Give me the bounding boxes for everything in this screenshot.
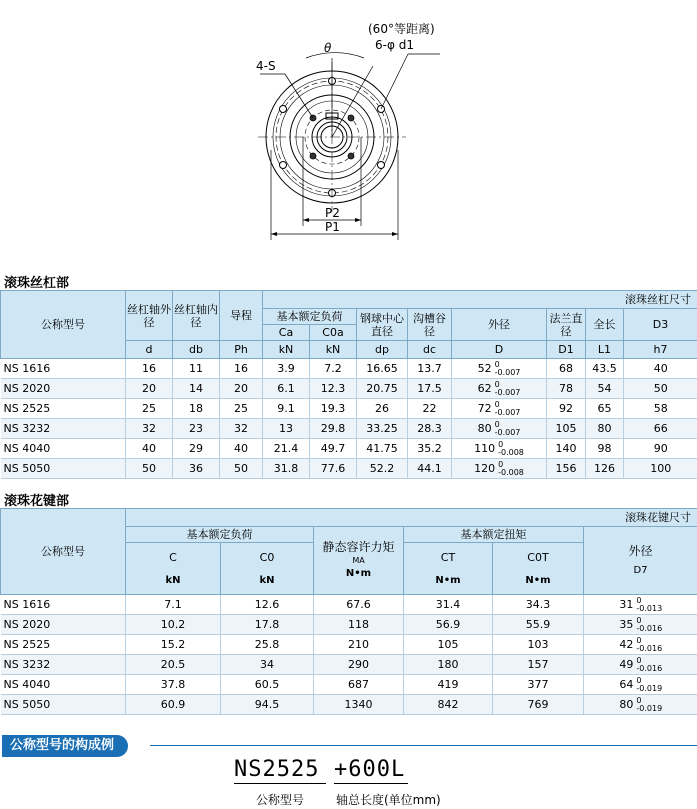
coa-cell: 77.6 (310, 459, 357, 479)
db-cell: 36 (173, 459, 220, 479)
d-cell: 40 (126, 439, 173, 459)
table-row (1, 675, 697, 695)
model-cell: NS 1616 (1, 359, 126, 379)
ct-cell: 105 (404, 635, 493, 655)
ma-cell: 687 (314, 675, 404, 695)
tolerance-lower: -0.007 (494, 407, 521, 417)
ca-cell: 3.9 (263, 359, 310, 379)
db-cell: 14 (173, 379, 220, 399)
od-value: 120 (474, 462, 496, 475)
tolerance (498, 441, 524, 457)
spline-header-load-rating: 基本额定负荷 (126, 527, 314, 543)
tolerance-upper: 0 (636, 615, 642, 625)
screw-table-body (1, 359, 697, 479)
d-cell: 50 (126, 459, 173, 479)
spline-header-ct (404, 543, 493, 595)
screw-spec-table (0, 290, 697, 479)
model-cell: NS 2020 (1, 615, 126, 635)
c0-label: C0 (259, 550, 275, 564)
c0t-cell: 769 (493, 695, 584, 715)
dp-cell: 33.25 (357, 419, 408, 439)
dc-cell: 22 (408, 399, 452, 419)
coa-cell: 12.3 (310, 379, 357, 399)
header-length: 全长 (586, 309, 624, 341)
tolerance (498, 461, 524, 477)
d-cell: 32 (126, 419, 173, 439)
header-sym-dc: dc (408, 341, 452, 359)
header-load-rating: 基本额定负荷 (263, 309, 357, 325)
header-sym-h7: h7 (624, 341, 697, 359)
spline-header-torque: 基本额定扭矩 (404, 527, 584, 543)
dp-cell: 26 (357, 399, 408, 419)
l1-cell: 80 (586, 419, 624, 439)
c0t-cell: 377 (493, 675, 584, 695)
c0-cell: 34 (221, 655, 314, 675)
model-code-label: 公称型号 (256, 793, 305, 807)
tolerance-upper: 0 (636, 695, 642, 705)
ph-cell: 32 (220, 419, 263, 439)
ct-cell: 419 (404, 675, 493, 695)
d3-cell: 50 (624, 379, 697, 399)
c-cell: 10.2 (126, 615, 221, 635)
tolerance-lower: -0.016 (636, 663, 663, 673)
coa-cell: 19.3 (310, 399, 357, 419)
dp-cell: 52.2 (357, 459, 408, 479)
od-cell (452, 439, 547, 459)
table-row (1, 655, 697, 675)
hole-spec-label: 6-φ d1 (375, 38, 414, 52)
c0-cell: 12.6 (221, 595, 314, 615)
od-cell (584, 675, 697, 695)
table-row (1, 359, 697, 379)
od-value: 110 (474, 442, 496, 455)
tolerance-lower: -0.013 (636, 603, 663, 613)
angle-spacing-note: (60°等距离) (368, 22, 435, 36)
d3-cell: 66 (624, 419, 697, 439)
tolerance (495, 361, 521, 377)
od-value: 31 (619, 598, 634, 611)
od-cell (452, 419, 547, 439)
spline-header-c (126, 543, 221, 595)
tolerance-lower: -0.008 (498, 447, 524, 457)
ma-cell: 67.6 (314, 595, 404, 615)
c-label: C (169, 550, 177, 564)
od-cell (584, 655, 697, 675)
ma-cell: 210 (314, 635, 404, 655)
ma-label: MA (352, 556, 365, 565)
spline-spec-table (0, 508, 697, 715)
tolerance-upper: 0 (636, 655, 642, 665)
od-value: 80 (619, 698, 634, 711)
header-coa: C0a (310, 325, 357, 341)
od-cell (584, 635, 697, 655)
od-cell (584, 695, 697, 715)
tolerance-lower: -0.008 (498, 467, 524, 477)
d-cell: 16 (126, 359, 173, 379)
composition-header (0, 735, 697, 757)
d1-cell: 68 (547, 359, 586, 379)
table-row (1, 379, 697, 399)
model-cell: NS 3232 (1, 419, 126, 439)
l1-cell: 54 (586, 379, 624, 399)
model-cell: NS 2525 (1, 635, 126, 655)
tolerance-upper: 0 (494, 379, 500, 389)
l1-cell: 126 (586, 459, 624, 479)
coa-cell: 29.8 (310, 419, 357, 439)
c-cell: 7.1 (126, 595, 221, 615)
c0t-cell: 157 (493, 655, 584, 675)
ph-cell: 20 (220, 379, 263, 399)
l1-cell: 43.5 (586, 359, 624, 379)
theta-label: θ (324, 41, 332, 55)
length-code-label: 轴总长度(单位mm) (336, 793, 441, 807)
spline-header-static-moment (314, 527, 404, 595)
tolerance-upper: 0 (636, 595, 642, 605)
db-cell: 18 (173, 399, 220, 419)
d7-label: D7 (633, 564, 648, 576)
kn-c-label: kN (165, 574, 181, 586)
ct-cell: 180 (404, 655, 493, 675)
tolerance (636, 657, 662, 673)
spline-section-title: 滚珠花键部 (4, 494, 70, 509)
db-cell: 29 (173, 439, 220, 459)
od-value: 52 (477, 362, 492, 375)
model-cell: NS 4040 (1, 439, 126, 459)
od-cell (452, 399, 547, 419)
table-row (1, 419, 697, 439)
od-cell (584, 615, 697, 635)
spline-od-label: 外径 (628, 543, 653, 558)
dc-cell: 28.3 (408, 419, 452, 439)
dp-cell: 16.65 (357, 359, 408, 379)
tolerance-lower: -0.016 (636, 623, 663, 633)
ct-cell: 842 (404, 695, 493, 715)
dc-cell: 35.2 (408, 439, 452, 459)
tolerance-lower: -0.016 (636, 643, 663, 653)
model-cell: NS 4040 (1, 675, 126, 695)
header-model: 公称型号 (1, 291, 126, 359)
coa-cell: 7.2 (310, 359, 357, 379)
composition-title: 公称型号的构成例 (2, 735, 128, 757)
od-cell (452, 379, 547, 399)
c0t-label: C0T (527, 550, 549, 564)
c-cell: 20.5 (126, 655, 221, 675)
header-sym-db: db (173, 341, 220, 359)
composition-divider (150, 745, 697, 746)
tolerance-lower: -0.019 (636, 683, 663, 693)
c-cell: 37.8 (126, 675, 221, 695)
tolerance (495, 401, 521, 417)
header-sym-dp: dp (357, 341, 408, 359)
kn-c0-label: kN (259, 574, 275, 586)
tolerance-lower: -0.007 (494, 367, 521, 377)
c0-cell: 94.5 (221, 695, 314, 715)
coa-cell: 49.7 (310, 439, 357, 459)
c0t-cell: 103 (493, 635, 584, 655)
header-spline-dimensions: 滚珠花键尺寸 (126, 509, 697, 527)
ma-cell: 290 (314, 655, 404, 675)
p1-label: P1 (325, 220, 340, 234)
spline-header-od (584, 527, 697, 595)
dc-cell: 17.5 (408, 379, 452, 399)
nm-c0t-label: N•m (525, 574, 551, 586)
length-code: +600L (334, 757, 406, 782)
c0t-cell: 34.3 (493, 595, 584, 615)
tolerance-upper: 0 (494, 359, 500, 369)
tolerance (636, 637, 662, 653)
header-lead: 导程 (220, 291, 263, 341)
nm-ma-label: N•m (345, 568, 372, 579)
header-ball-pcd: 钢球中心直径 (357, 309, 408, 341)
tolerance (636, 617, 662, 633)
db-cell: 11 (173, 359, 220, 379)
ma-cell: 1340 (314, 695, 404, 715)
header-d3: D3 (624, 309, 697, 341)
ph-cell: 25 (220, 399, 263, 419)
spline-table-body (1, 595, 697, 715)
header-screw-dimensions: 滚珠丝杠尺寸 (263, 291, 697, 309)
length-code-underline (334, 783, 408, 784)
header-sym-D: D (452, 341, 547, 359)
dc-cell: 13.7 (408, 359, 452, 379)
header-shaft-od: 丝杠轴外径 (126, 291, 173, 341)
d-cell: 25 (126, 399, 173, 419)
header-sym-D1: D1 (547, 341, 586, 359)
d1-cell: 92 (547, 399, 586, 419)
d1-cell: 140 (547, 439, 586, 459)
header-sym-ph: Ph (220, 341, 263, 359)
tolerance-upper: 0 (494, 399, 500, 409)
od-value: 80 (477, 422, 492, 435)
header-sym-d: d (126, 341, 173, 359)
header-od: 外径 (452, 309, 547, 341)
d1-cell: 78 (547, 379, 586, 399)
d1-cell: 156 (547, 459, 586, 479)
model-cell: NS 2020 (1, 379, 126, 399)
tolerance (495, 381, 521, 397)
model-cell: NS 1616 (1, 595, 126, 615)
d3-cell: 100 (624, 459, 697, 479)
static-moment-label: 静态容许力矩 (322, 540, 395, 554)
model-cell: NS 2525 (1, 399, 126, 419)
d3-cell: 40 (624, 359, 697, 379)
tolerance-upper: 0 (636, 635, 642, 645)
model-code-underline (234, 783, 326, 784)
od-value: 49 (619, 658, 634, 671)
d3-cell: 90 (624, 439, 697, 459)
ca-cell: 6.1 (263, 379, 310, 399)
ct-cell: 56.9 (404, 615, 493, 635)
header-sym-L1: L1 (586, 341, 624, 359)
c-cell: 60.9 (126, 695, 221, 715)
ca-cell: 9.1 (263, 399, 310, 419)
c0t-cell: 55.9 (493, 615, 584, 635)
tolerance-lower: -0.019 (636, 703, 663, 713)
l1-cell: 65 (586, 399, 624, 419)
c0-cell: 25.8 (221, 635, 314, 655)
dc-cell: 44.1 (408, 459, 452, 479)
p2-label: P2 (325, 206, 340, 220)
ct-cell: 31.4 (404, 595, 493, 615)
model-cell: NS 5050 (1, 459, 126, 479)
header-groove-dia: 沟槽谷径 (408, 309, 452, 341)
dp-cell: 20.75 (357, 379, 408, 399)
ca-cell: 21.4 (263, 439, 310, 459)
header-kn-ca: kN (263, 341, 310, 359)
ca-cell: 31.8 (263, 459, 310, 479)
screw-section-title: 滚珠丝杠部 (4, 276, 70, 291)
dp-cell: 41.75 (357, 439, 408, 459)
od-value: 62 (477, 382, 492, 395)
header-flange-dia: 法兰直径 (547, 309, 586, 341)
header-shaft-id: 丝杠轴内径 (173, 291, 220, 341)
model-code: NS2525 (234, 757, 320, 782)
model-cell: NS 5050 (1, 695, 126, 715)
od-cell (452, 359, 547, 379)
tolerance-upper: 0 (498, 439, 504, 449)
header-ca: Ca (263, 325, 310, 341)
table-row (1, 615, 697, 635)
flange-drawing (0, 0, 697, 262)
od-value: 35 (619, 618, 634, 631)
db-cell: 23 (173, 419, 220, 439)
tolerance (636, 677, 662, 693)
d-cell: 20 (126, 379, 173, 399)
ma-cell: 118 (314, 615, 404, 635)
tolerance-upper: 0 (636, 675, 642, 685)
c-cell: 15.2 (126, 635, 221, 655)
spline-header-c0t (493, 543, 584, 595)
ph-cell: 50 (220, 459, 263, 479)
c0-cell: 17.8 (221, 615, 314, 635)
table-row (1, 595, 697, 615)
model-cell: NS 3232 (1, 655, 126, 675)
od-value: 42 (619, 638, 634, 651)
od-value: 72 (477, 402, 492, 415)
tolerance (495, 421, 521, 437)
spline-header-c0 (221, 543, 314, 595)
tolerance (636, 697, 662, 713)
ca-cell: 13 (263, 419, 310, 439)
c0-cell: 60.5 (221, 675, 314, 695)
table-row (1, 695, 697, 715)
tolerance-upper: 0 (494, 419, 500, 429)
ph-cell: 40 (220, 439, 263, 459)
table-row (1, 399, 697, 419)
table-row (1, 439, 697, 459)
header-kn-coa: kN (310, 341, 357, 359)
tolerance-upper: 0 (498, 459, 504, 469)
d1-cell: 105 (547, 419, 586, 439)
table-row (1, 459, 697, 479)
od-cell (452, 459, 547, 479)
d3-cell: 58 (624, 399, 697, 419)
ph-cell: 16 (220, 359, 263, 379)
l1-cell: 98 (586, 439, 624, 459)
table-row (1, 635, 697, 655)
od-cell (584, 595, 697, 615)
ct-label: CT (440, 550, 456, 564)
nm-ct-label: N•m (435, 574, 461, 586)
tolerance-lower: -0.007 (494, 387, 521, 397)
tolerance (636, 597, 662, 613)
spline-header-model: 公称型号 (1, 509, 126, 595)
tap-label: 4-S (256, 59, 276, 73)
od-value: 64 (619, 678, 634, 691)
tolerance-lower: -0.007 (494, 427, 521, 437)
